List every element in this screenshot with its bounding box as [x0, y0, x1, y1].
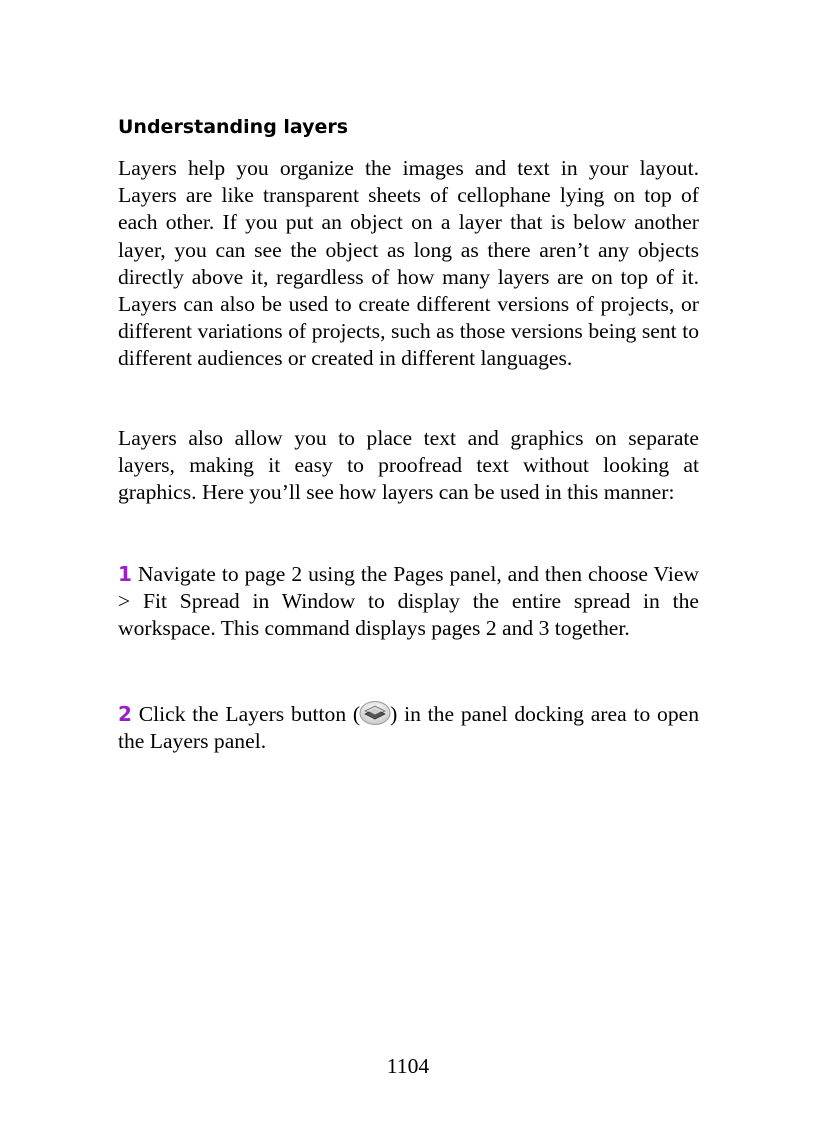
page-number: 1104	[386, 1054, 430, 1078]
step-2	[118, 700, 699, 755]
layers-icon	[358, 700, 392, 726]
section-heading: Understanding layers	[118, 116, 349, 138]
body-paragraph-2: Layers also allow you to place text and graphics on separate layers, making it easy to proofread text without looking at graphics. Here you’ll see how layers can be used in this manner:	[118, 426, 699, 505]
step-text-after-icon: ) in the panel docking area to open the Layers panel.	[118, 702, 699, 754]
body-paragraph-1: Layers help you organize the images and text in your layout. Layers are like transparent sheets of cellophane lying on top of each other. If you put an object on a layer that is below another layer, you can see the object as long as there aren’t any objects directly above it, regardless of how many layers are on top of it. Layers can also be used to create different versions of projects, or different variations of projects, such as those versions being sent to different audiences or created in different languages.	[118, 156, 699, 371]
step-text: Navigate to page 2 using the Pages panel, and then choose View > Fit Spread in Window to display the entire spread in the workspace. This command displays pages 2 and 3 together.	[118, 562, 700, 641]
step-number: 1	[118, 562, 132, 586]
step-1	[118, 561, 699, 643]
step-text-before-icon: Click the Layers button (	[138, 702, 361, 726]
step-number: 2	[118, 702, 132, 726]
